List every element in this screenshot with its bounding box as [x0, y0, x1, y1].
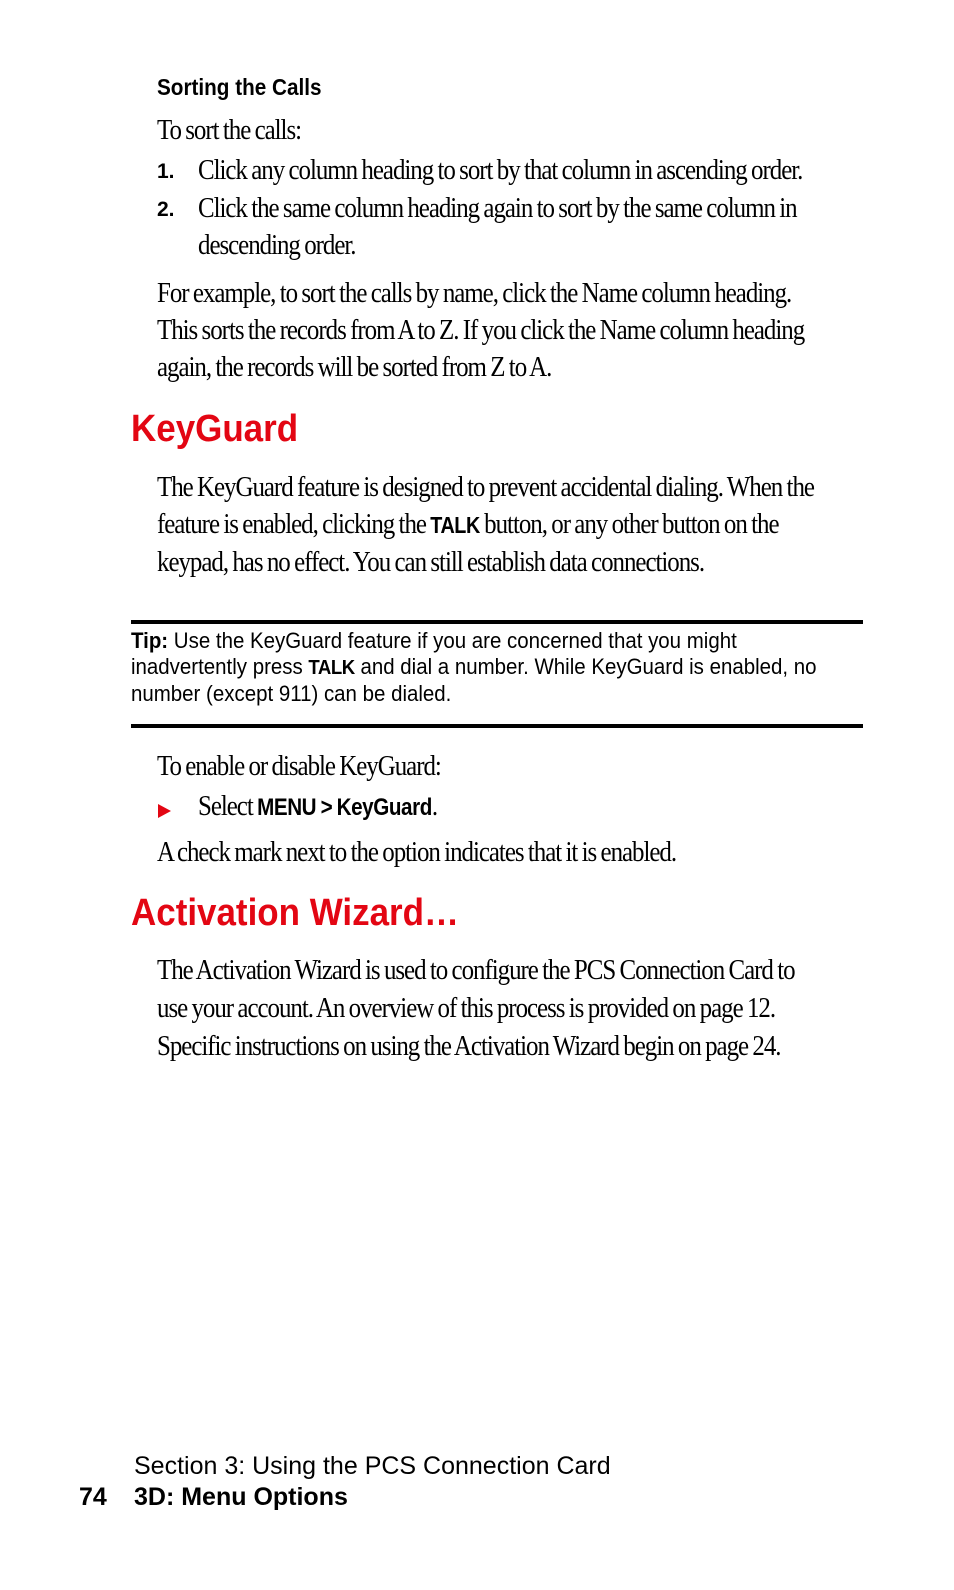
tip-text: number (except 911) can be dialed.	[131, 681, 452, 706]
tip-bottom-rule	[131, 724, 863, 728]
keyguard-body-line-2	[157, 508, 778, 541]
keyguard-heading: KeyGuard	[131, 408, 299, 450]
sorting-intro: To sort the calls:	[157, 114, 302, 146]
keyguard-enable-intro: To enable or disable KeyGuard:	[157, 750, 441, 782]
bullet-arrow-icon	[158, 804, 171, 818]
footer-section: Section 3: Using the PCS Connection Card	[134, 1452, 611, 1480]
tip-text: and dial a number. While KeyGuard is enabled, no	[354, 654, 817, 679]
step-2-number: 2.	[157, 198, 175, 221]
keyguard-body-text: feature is enabled, clicking the	[157, 508, 431, 540]
example-line-3: again, the records will be sorted from Z to A.	[157, 351, 552, 383]
step-1-number: 1.	[157, 160, 175, 183]
example-line-1: For example, to sort the calls by name, click the Name column heading.	[157, 277, 792, 309]
tip-text: Use the KeyGuard feature if you are concerned that you might	[168, 628, 737, 653]
keyguard-step-text: Select	[198, 790, 258, 822]
footer-chapter: 3D: Menu Options	[134, 1483, 348, 1511]
keyguard-step	[198, 790, 437, 823]
step-2-text-line-1: Click the same column heading again to sort by the same column in	[198, 192, 797, 224]
tip-box	[131, 628, 819, 707]
keyguard-body-line-3: keypad, has no effect. You can still establish data connections.	[157, 546, 705, 578]
talk-key-label: TALK	[308, 657, 355, 679]
activation-line-1: The Activation Wizard is used to configure the PCS Connection Card to	[157, 954, 795, 986]
keyguard-body-text: button, or any other button on the	[479, 508, 779, 540]
activation-line-3: Specific instructions on using the Activation Wizard begin on page 24.	[157, 1030, 781, 1062]
page-number: 74	[79, 1483, 107, 1511]
example-line-2: This sorts the records from A to Z. If you click the Name column heading	[157, 314, 805, 346]
keyguard-check-note: A check mark next to the option indicates that it is enabled.	[157, 836, 677, 868]
keyguard-body-line-1: The KeyGuard feature is designed to prevent accidental dialing. When the	[157, 471, 814, 503]
menu-path: MENU > KeyGuard	[257, 794, 432, 821]
keyguard-step-text: .	[431, 790, 438, 822]
activation-line-2: use your account. An overview of this process is provided on page 12.	[157, 992, 776, 1024]
talk-key-label: TALK	[430, 512, 480, 538]
tip-text: inadvertently press	[131, 654, 309, 679]
tip-label: Tip:	[131, 628, 169, 653]
step-1-text: Click any column heading to sort by that column in ascending order.	[198, 154, 803, 186]
sorting-heading: Sorting the Calls	[157, 74, 322, 100]
activation-heading: Activation Wizard…	[131, 892, 459, 934]
tip-top-rule	[131, 620, 863, 624]
step-2-text-line-2: descending order.	[198, 229, 356, 261]
